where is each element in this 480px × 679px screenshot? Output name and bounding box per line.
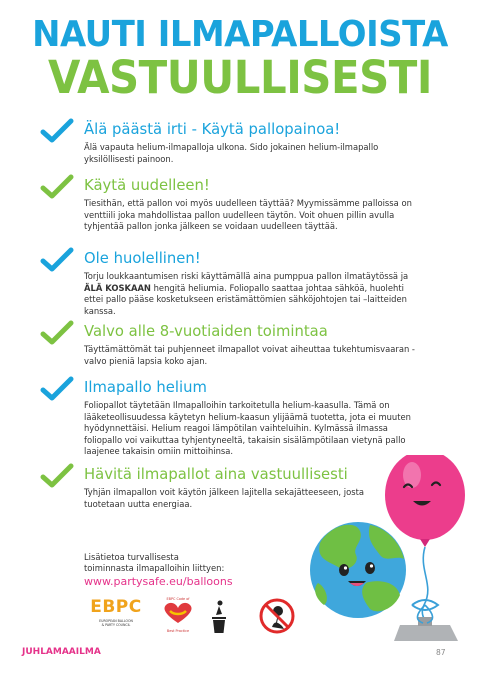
brand-footer: JUHLAMAAILMA: [22, 647, 101, 657]
section-body: Tiesithän, että pallon voi myös uudelleen täyttää? Myymissämme palloissa on venttiili joka mahdollistaa pallon uudelleen täytön. Voit ohuen pillin avulla tyhjentää pallon jonka jälkeen se voidaan uudelleen täyttää.: [84, 198, 412, 232]
heart-icon: [158, 601, 198, 625]
partysafe-link[interactable]: www.partysafe.eu/balloons: [84, 575, 233, 588]
no-release-icon: [258, 597, 296, 635]
section-heading: Käytä uudelleen!: [84, 177, 210, 194]
section-heading: Ole huolellinen!: [84, 250, 201, 267]
section-body: Tyhjän ilmapallon voit käytön jälkeen lajitella sekajätteeseen, josta tuotetaan uutta energiaa.: [84, 487, 364, 509]
ebpc-logo: EBPC EUROPEAN BALLOON & PARTY COUNCIL: [90, 597, 142, 627]
section-supervise: [44, 322, 424, 367]
section-heading: Ilmapallo helium: [84, 379, 207, 396]
checkmark-icon: [40, 174, 74, 200]
globe-balloon-illustration: [300, 455, 472, 643]
code-of-practice-logo: EBPC Code of Best Practice: [158, 597, 198, 635]
section-careful: [44, 249, 424, 317]
section-heading: Älä päästä irti - Käytä pallopainoa!: [84, 121, 341, 138]
checkmark-icon: [40, 376, 74, 402]
section-helium: [44, 378, 424, 458]
section-body: Foliopallot täytetään Ilmapalloihin tarkoitetulla helium-kaasulla. Tämä on lääketeollisuudessa käytetyn helium-kaasun ylijäämä tuotetta, jota ei muuten hyödynnettäisi. Helium reagoi lämpötilan vaihteluihin. Kylmässä ilmassa foliopallo voi vaikuttaa tyhjentyneeltä, takaisin sisälämpötilaan vietynä pallo laajenee takaisin omiin mittoihinsa.: [84, 400, 411, 457]
page-number: 87: [436, 648, 446, 657]
section-heading: Hävitä ilmapallot aina vastuullisesti: [84, 466, 348, 483]
section-body: Torju loukkaantumisen riski käyttämällä aina pumppua pallon ilmatäytössä ja ÄLÄ KOSKAAN hengitä heliumia. Foliopallo saattaa johtaa sähköä, huolehti ettei pallo pääse kosketukseen eristämättömien sähköjohtojen tai –laitteiden kanssa.: [84, 271, 409, 316]
checkmark-icon: [40, 320, 74, 346]
checkmark-icon: [40, 118, 74, 144]
section-body: Täyttämättömät tai puhjenneet ilmapallot voivat aiheuttaa tukehtumisvaaran - valvo pieniä lapsia koko ajan.: [84, 344, 415, 366]
trash-bin-icon: [208, 597, 230, 635]
info-text: Lisätietoa turvallisesta toiminnasta ilmapalloihin liittyen:: [84, 552, 225, 573]
page-title-line1: NAUTI ILMAPALLOISTA: [32, 14, 448, 55]
section-reuse: [44, 176, 424, 233]
checkmark-icon: [40, 463, 74, 489]
page-title-line2: VASTUULLISESTI: [47, 51, 432, 104]
checkmark-icon: [40, 247, 74, 273]
section-body: Älä vapauta helium-ilmapalloja ulkona. Sido jokainen helium-ilmapallo yksilöllisesti painoon.: [84, 142, 379, 164]
emphasis-text: ÄLÄ KOSKAAN: [84, 282, 151, 293]
section-release: [44, 120, 424, 165]
section-heading: Valvo alle 8-vuotiaiden toimintaa: [84, 323, 328, 340]
